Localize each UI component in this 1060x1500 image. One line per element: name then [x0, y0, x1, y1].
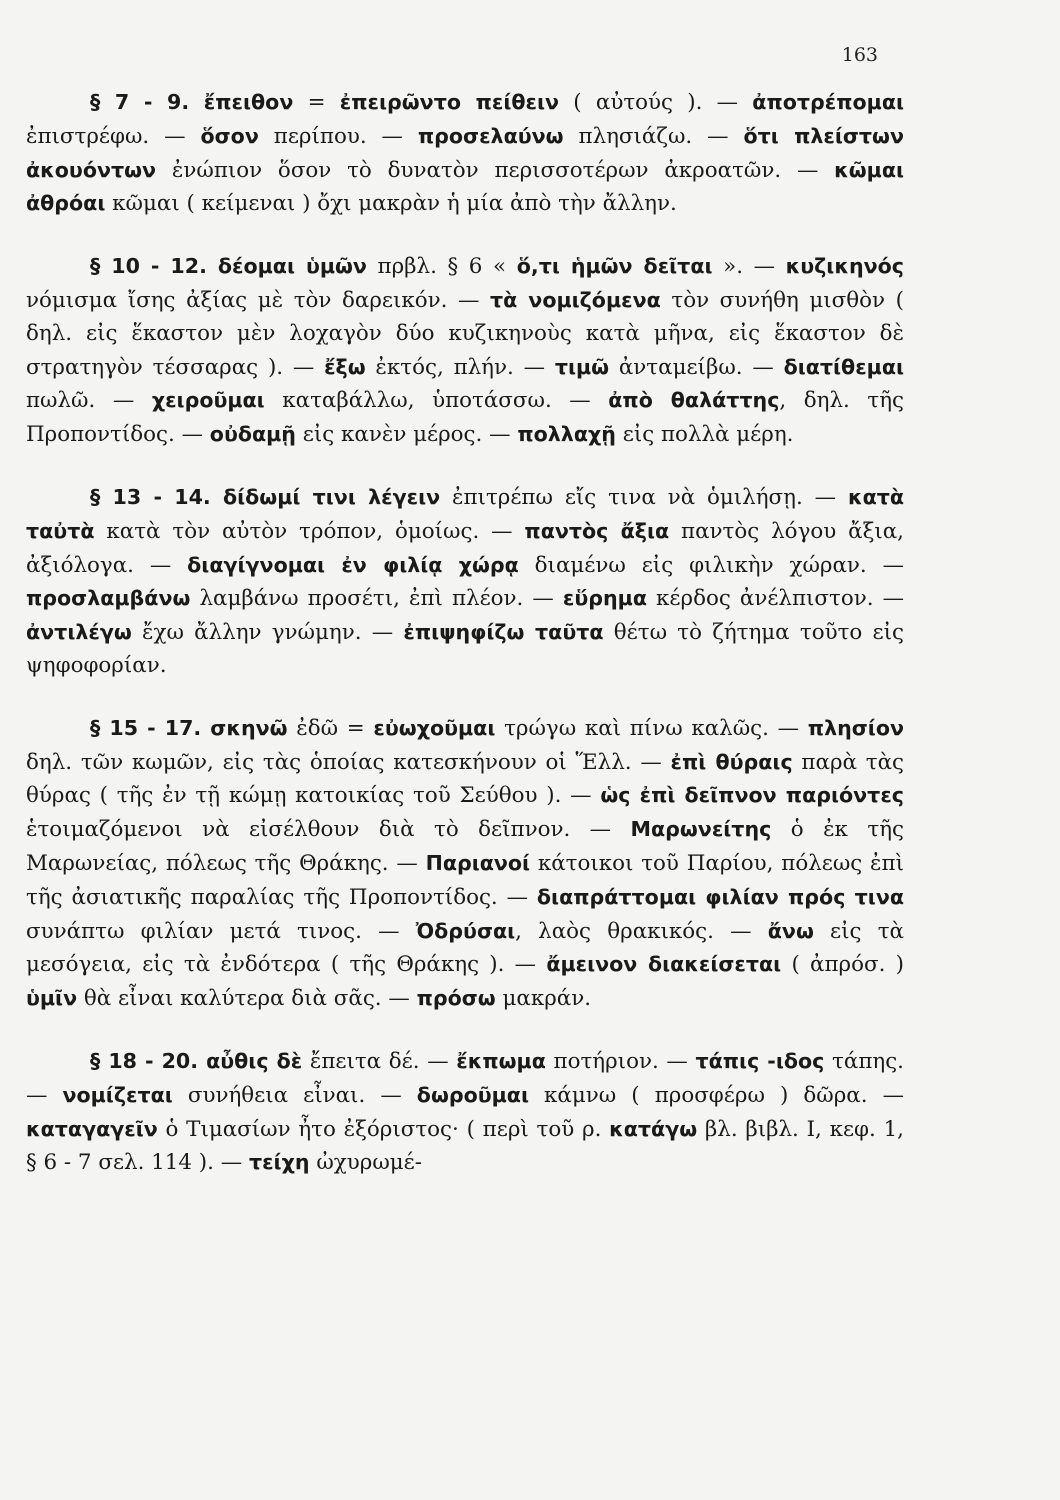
gloss-text: = — [293, 90, 340, 115]
lemma-term: ἀπὸ θαλάττης — [608, 388, 780, 413]
lemma-term: τὰ νομιζόμενα — [490, 287, 661, 312]
lemma-term: Μαρωνείτης — [630, 817, 772, 842]
lemma-term: ἐπὶ θύραις — [670, 749, 793, 774]
gloss-text: κατὰ τὸν αὐτὸν τρόπον, ὁμοίως. — — [94, 518, 525, 544]
gloss-text: κάτοικοι τοῦ Παρίου, πόλεως ἐπὶ τῆς ἀσιατικῆς παραλίας τῆς Προποντίδος. — — [26, 850, 904, 910]
lemma-term: πρόσω — [416, 986, 496, 1011]
lemma-term: εὕρημα — [562, 586, 647, 611]
gloss-text: ὁ Τιμασίων ἦτο ἐξόριστος· ( περὶ τοῦ ρ. — [157, 1116, 610, 1142]
gloss-text: ἐκτός, πλήν. — — [365, 354, 555, 380]
gloss-text: συνήθεια εἶναι. — — [172, 1082, 417, 1108]
gloss-text: κέρδος ἀνέλπιστον. — — [646, 586, 904, 612]
paragraph-sections-7-9 — [26, 86, 904, 221]
gloss-text: πωλῶ. — — [26, 388, 152, 414]
page-number: 163 — [841, 44, 878, 66]
gloss-text: ἐπιστρέφω. — — [26, 123, 201, 149]
lemma-term: νομίζεται — [62, 1082, 173, 1107]
lemma-term: προσελαύνω — [417, 123, 564, 148]
gloss-text: πρβλ. § 6 « — [366, 254, 517, 280]
gloss-text: νόμισμα ἴσης ἀξίας μὲ τὸν δαρεικόν. — — [26, 287, 491, 313]
lemma-term: τάπις -ιδος — [695, 1048, 825, 1073]
lemma-term: κατὰ ταὐτὰ — [26, 484, 905, 543]
gloss-text: παντὸς λόγου ἄξια, ἀξιόλογα. — — [26, 518, 904, 578]
lemma-term: § 15 - 17. σκηνῶ — [90, 715, 288, 740]
commentary-body — [26, 86, 904, 1209]
lemma-term: οὐδαμῇ — [209, 422, 296, 447]
lemma-term: § 13 - 14. δίδωμί τινι λέγειν — [90, 484, 441, 509]
gloss-text: ἑτοιμαζόμενοι νὰ εἰσέλθουν διὰ τὸ δεῖπνον. — — [26, 817, 631, 843]
gloss-text: ὠχυρωμέ- — [309, 1150, 422, 1176]
gloss-text: , λαὸς θρακικός. — — [515, 918, 768, 944]
lemma-term: ὑμῖν — [26, 986, 78, 1011]
lemma-term: Ὀδρύσαι — [415, 918, 516, 943]
gloss-text: ἐπιτρέπω εἴς τινα νὰ ὁμιλήσῃ. — — [440, 484, 848, 510]
gloss-text: , δηλ. τῆς Προποντίδος. — — [26, 388, 905, 448]
gloss-text: ἐνώπιον ὅσον τὸ δυνατὸν περισσοτέρων ἀκροατῶν. — — [156, 157, 835, 183]
gloss-text: συνάπτω φιλίαν μετά τινος. — — [26, 918, 416, 944]
gloss-text: περίπου. — — [258, 123, 418, 149]
lemma-term: ὡς ἐπὶ δεῖπνον παριόντες — [600, 783, 904, 808]
lemma-term: § 18 - 20. αὖθις δὲ — [90, 1048, 303, 1073]
gloss-text: διαμένω εἰς φιλικὴν χώραν. — — [518, 552, 904, 578]
lemma-term: Παριανοί — [425, 850, 531, 875]
lemma-term: τιμῶ — [554, 354, 610, 379]
lemma-term: κῶμαι ἀθρόαι — [26, 157, 904, 216]
gloss-text: τρώγω καὶ πίνω καλῶς. — — [495, 715, 808, 741]
gloss-text: ἔχω ἄλλην γνώμην. — — [131, 620, 404, 646]
gloss-text: ἀνταμείβω. — — [609, 354, 784, 380]
gloss-text: κάμνω ( προσφέρω ) δῶρα. — — [528, 1082, 904, 1108]
gloss-text: εἰς τὰ μεσόγεια, εἰς τὰ ἐνδότερα ( τῆς Θράκης ). — — [26, 918, 905, 978]
lemma-term: ἐπιψηφίζω ταῦτα — [403, 620, 604, 645]
paragraph-sections-13-14 — [26, 481, 904, 683]
lemma-term: κυζικηνός — [785, 254, 904, 279]
gloss-text: ». — — [712, 254, 786, 280]
lemma-term: ἄνω — [767, 918, 814, 943]
lemma-term: ὅ,τι ἡμῶν δεῖται — [516, 254, 713, 279]
lemma-term: παντὸς ἄξια — [524, 518, 670, 543]
gloss-text: θέτω τὸ ζήτημα τοῦτο εἰς ψηφοφορίαν. — [26, 620, 905, 678]
gloss-text: βλ. βιβλ. Ι, κεφ. 1, § 6 - 7 σελ. 114 ). — — [26, 1116, 904, 1176]
gloss-text: τάπης. — — [26, 1048, 904, 1108]
lemma-term: διατίθεμαι — [783, 354, 904, 379]
gloss-text: πλησιάζω. — — [563, 123, 744, 149]
lemma-term: § 10 - 12. δέομαι ὑμῶν — [90, 254, 367, 279]
gloss-text: ( αὐτούς ). — — [559, 90, 753, 115]
gloss-text: ποτήριον. — — [545, 1048, 696, 1074]
lemma-term: εὐωχοῦμαι — [373, 715, 496, 740]
gloss-text: ἔπειτα δέ. — — [302, 1048, 457, 1074]
paragraph-sections-10-12 — [26, 250, 904, 452]
lemma-term: πλησίον — [807, 715, 905, 740]
lemma-term: καταγαγεῖν — [26, 1116, 158, 1141]
gloss-text: παρὰ τὰς θύρας ( τῆς ἐν τῇ κώμῃ κατοικίας τοῦ Σεύθου ). — — [26, 749, 904, 809]
lemma-term: ἀντιλέγω — [26, 620, 132, 645]
gloss-text: ὁ ἐκ τῆς Μαρωνείας, πόλεως τῆς Θράκης. — — [26, 817, 904, 876]
paragraph-sections-15-17 — [26, 712, 904, 1016]
lemma-term: ἀποτρέπομαι — [752, 90, 904, 114]
gloss-text: καταβάλλω, ὑποτάσσω. — — [264, 388, 609, 414]
gloss-text: εἰς κανὲν μέρος. — — [295, 422, 518, 448]
gloss-text: μακράν. — [495, 986, 592, 1012]
lemma-term: χειροῦμαι — [151, 388, 265, 413]
gloss-text: τὸν συνήθη μισθὸν ( δηλ. εἰς ἕκαστον μὲν λοχαγὸν δύο κυζικηνοὺς κατὰ μῆνα, εἰς ἕκαστον δὲ στρατηγὸν τέσσαρας ). — — [26, 287, 904, 380]
lemma-term: προσλαμβάνω — [26, 586, 191, 611]
lemma-term: δωροῦμαι — [416, 1082, 529, 1107]
lemma-term: διαγίγνομαι ἐν φιλίᾳ χώρᾳ — [187, 552, 519, 577]
gloss-text: εἰς πολλὰ μέρη. — [615, 422, 794, 448]
gloss-text: κῶμαι ( κείμεναι ) ὄχι μακρὰν ἡ μία ἀπὸ τὴν ἄλλην. — [105, 191, 677, 217]
lemma-term: ἔξω — [324, 354, 366, 379]
paragraph-sections-18-20 — [26, 1045, 904, 1180]
gloss-text: δηλ. τῶν κωμῶν, εἰς τὰς ὁποίας κατεσκήνουν οἱ Ἕλλ. — — [26, 749, 671, 775]
gloss-text: λαμβάνω προσέτι, ἐπὶ πλέον. — — [190, 586, 563, 612]
lemma-term: ἐπειρῶντο πείθειν — [339, 90, 560, 114]
gloss-text: ( ἀπρόσ. ) — [781, 952, 904, 978]
lemma-term: διαπράττομαι φιλίαν πρός τινα — [536, 884, 904, 909]
lemma-term: κατάγω — [609, 1116, 698, 1141]
lemma-term: τείχη — [248, 1150, 310, 1175]
lemma-term: ὅτι πλείστων ἀκουόντων — [26, 123, 904, 182]
lemma-term: ἄμεινον διακείσεται — [546, 952, 782, 977]
gloss-text: θὰ εἶναι καλύτερα διὰ σᾶς. — — [77, 986, 417, 1012]
gloss-text: ἐδῶ = — [287, 715, 374, 741]
lemma-term: ὅσον — [200, 123, 259, 148]
lemma-term: § 7 - 9. ἔπειθον — [90, 90, 294, 114]
lemma-term: πολλαχῇ — [517, 422, 616, 447]
lemma-term: ἔκπωμα — [456, 1048, 546, 1073]
